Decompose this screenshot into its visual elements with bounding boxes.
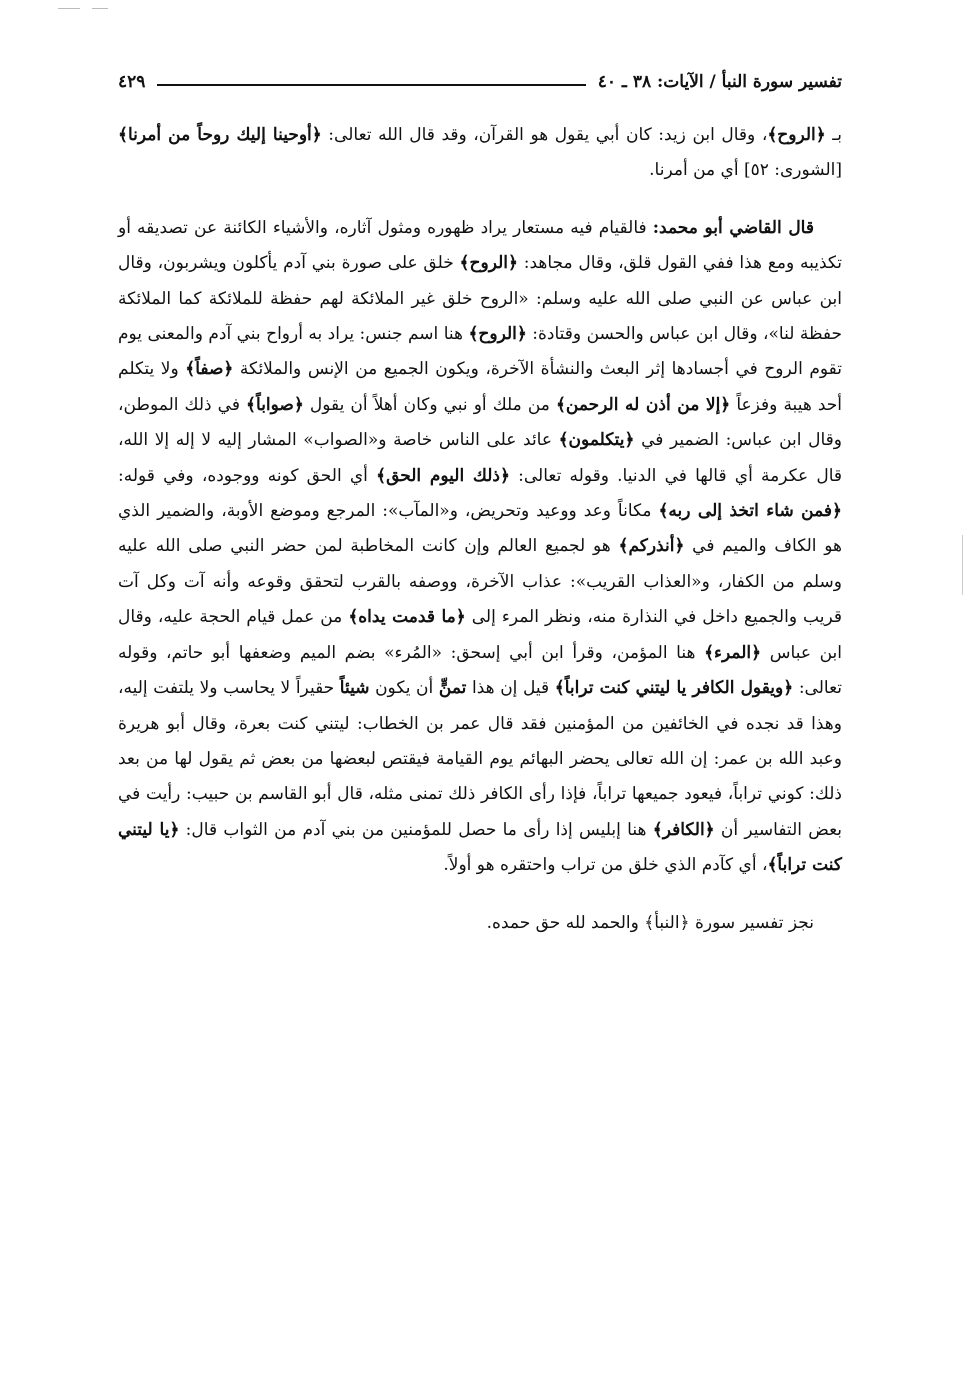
scan-edge-mark — [962, 535, 963, 595]
scan-mark-right — [92, 8, 108, 9]
text-run: أي الحق كونه ووجوده، وفي قوله: — [118, 465, 377, 486]
text-run: من عمل قيام الحجة عليه، وقال ابن عباس — [118, 607, 842, 663]
emphasized-text: ﴿الروح﴾ — [459, 253, 518, 274]
text-run: ﴿النبأ﴾ — [644, 912, 690, 933]
emphasized-text: ﴿الروح﴾ — [468, 324, 527, 345]
emphasized-text: ﴿يتكلمون﴾ — [558, 430, 635, 451]
header-rule — [157, 84, 585, 86]
running-header — [118, 62, 842, 92]
closing-line — [118, 906, 842, 941]
text-run: حقيراً لا يحاسب ولا يلتفت إليه، وهذا قد نجده في الخائفين من المؤمنين فقد قال عمر بن الخطاب: ليتني كنت بعرة، وقال أبو هريرة وعبد الله بن عمر: إن الله تعالى يحضر البهائم يوم القيامة فيقتص لبعضها من بعض ثم يقول لها من بعد ذلك: كوني تراباً، فيعود جميعها تراباً، فإذا رأى الكافر ذلك تمنى مثله، قال أبو القاسم بن حبيب: رأيت في بعض التفاسير أن — [118, 678, 843, 840]
text-run: ، أي كآدم الذي خلق من تراب واحتقره هو أولاً. — [443, 855, 768, 876]
text-run: هو لجميع العالم وإن كانت المخاطبة لمن حضر النبي صلى الله عليه وسلم من الكفار، و«العذاب القريب»: عذاب الآخرة، ووصفه بالقرب لتحقق وقوعه وأنه آت وكل آت قريب والجميع داخل في النذارة منه، ونظر المرء إلى — [118, 536, 842, 628]
emphasized-text: ﴿المرء﴾ — [704, 642, 762, 663]
text-run: والحمد لله حق حمده. — [486, 912, 645, 933]
emphasized-text: ﴿أنذركم﴾ — [618, 536, 685, 557]
text-run: عائد على الناس خاصة و«الصواب» المشار إليه لا إله إلا الله، قال عكرمة أي قالها في الدنيا. وقوله تعالى: — [118, 430, 843, 486]
scan-mark-left — [58, 8, 80, 9]
text-run: ولا يتكلم أحد هيبة وفزعاً — [118, 359, 843, 415]
page-body — [118, 118, 842, 941]
emphasized-text: ﴿إلا من أذن له الرحمن﴾ — [555, 394, 731, 415]
text-run: هنا المؤمن، وقرأ ابن أبي إسحق: «المُرء» بضم الميم وضعفها أبو حاتم، وقوله تعالى: — [118, 642, 843, 699]
emphasized-text: تمنٍّ — [438, 678, 467, 699]
text-run: قيل إن هذا — [466, 678, 555, 699]
emphasized-text: ﴿ويقول الكافر يا ليتني كنت تراباً﴾ — [554, 678, 794, 699]
text-run: هنا اسم جنس: يراد به أرواح بني آدم والمعنى يوم تقوم الروح في أجسادها إثر البعث والنشأة الآخرة، ويكون الجميع من الإنس والملائكة — [118, 324, 842, 380]
emphasized-text: ﴿فمن شاء اتخذ إلى ربه﴾ — [658, 501, 843, 522]
text-run: بـ — [825, 125, 842, 145]
emphasized-text: شيئاً — [339, 678, 370, 699]
page-number: ٤٢٩ — [118, 72, 146, 92]
emphasized-text: ﴿أوحينا إليك روحاً من أمرنا﴾ — [118, 125, 322, 145]
text-run: هنا إبليس إذا رأى ما حصل للمؤمنين من بني آدم من الثواب قال: — [179, 819, 653, 840]
text-run: خلق على صورة بني آدم يأكلون ويشربون، وقال ابن عباس عن النبي صلى الله عليه وسلم: «الروح خلق غير الملائكة لهم حفظة للملائكة كما الملائكة حفظة لنا»، وقال ابن عباس والحسن وقتادة: — [118, 253, 842, 345]
paragraph-1 — [118, 118, 842, 189]
running-title: تفسير سورة النبأ / الآيات: ٣٨ ـ ٤٠ — [597, 72, 842, 92]
emphasized-text: ﴿صواباً﴾ — [246, 394, 304, 415]
emphasized-text: ﴿الروح﴾ — [767, 125, 826, 145]
text-run: نجز تفسير سورة — [689, 912, 814, 933]
text-run: من ملك أو نبي وكان أهلاً أن يقول — [303, 394, 556, 415]
text-run: ، وقال ابن زيد: كان أبي يقول هو القرآن، وقد قال الله تعالى: — [321, 125, 768, 145]
text-run: أن يكون — [369, 678, 439, 699]
emphasized-text: قال القاضي أبو محمد: — [652, 217, 814, 238]
paragraph-2 — [118, 211, 842, 884]
text-run: [الشورى: ٥٢] أي من أمرنا. — [649, 160, 842, 181]
emphasized-text: ﴿صفاً﴾ — [185, 359, 234, 380]
emphasized-text: ﴿ذلك اليوم الحق﴾ — [376, 465, 510, 486]
emphasized-text: ﴿يا ليتني كنت تراباً﴾ — [118, 819, 842, 876]
text-run: مكاناً وعد ووعيد وتحريض، و«المآب»: المرجع وموضع الأوبة، والضمير الذي هو الكاف والميم في — [118, 501, 842, 557]
emphasized-text: ﴿الكافر﴾ — [652, 819, 715, 840]
text-run: في ذلك الموطن، وقال ابن عباس: الضمير في — [118, 394, 842, 451]
text-run: فالقيام فيه مستعار يراد ظهوره ومثول آثاره، والأشياء الكائنة عن تصديقه أو تكذيبه ومع هذا ففي القول قلق، وقال مجاهد: — [118, 217, 842, 274]
emphasized-text: ﴿ما قدمت يداه﴾ — [348, 607, 466, 628]
